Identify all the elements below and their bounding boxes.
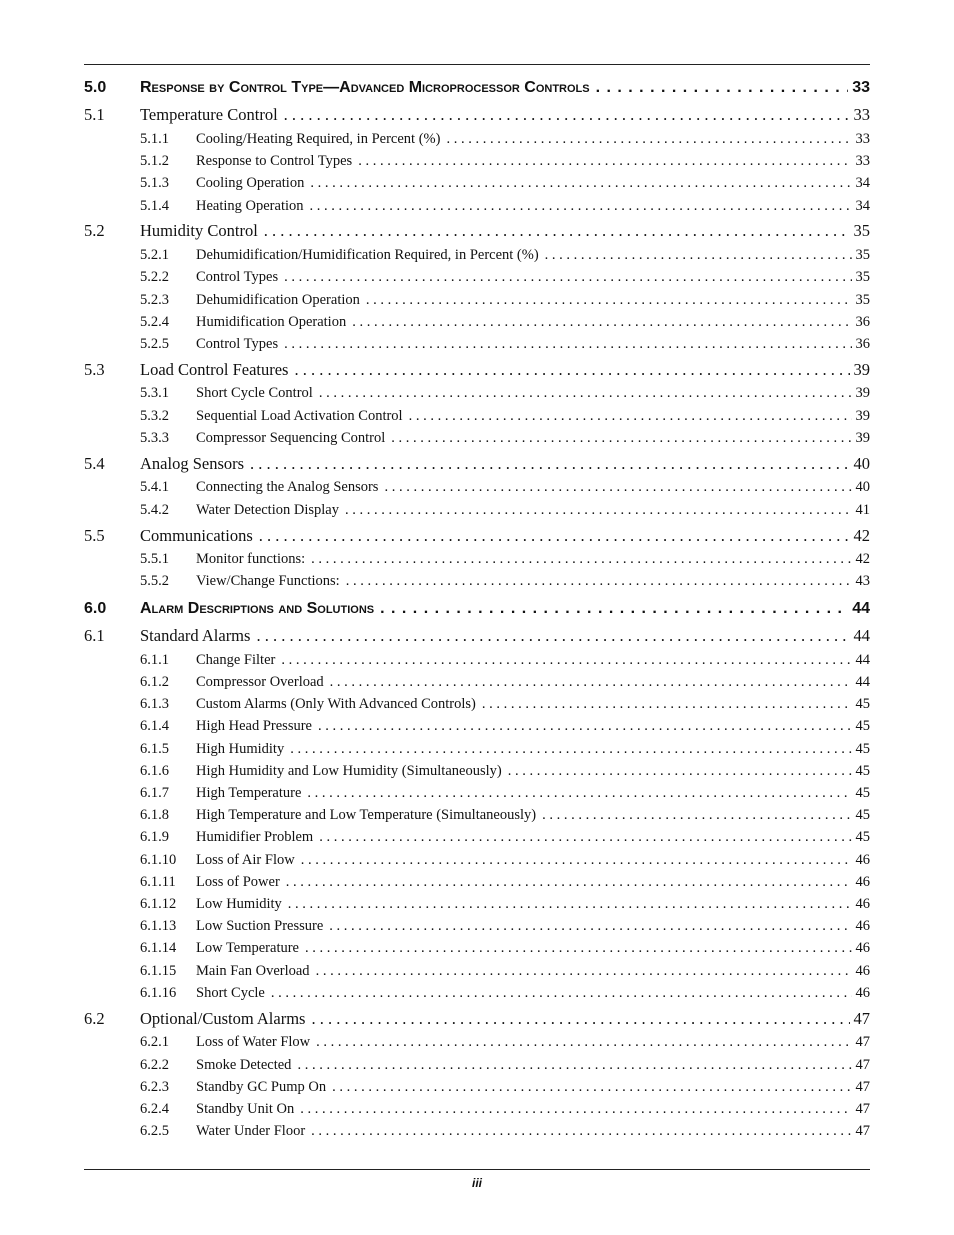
toc-dot-leader [310, 175, 851, 192]
toc-entry-number: 6.2.2 [140, 1057, 169, 1073]
toc-subsection-entry[interactable] [84, 269, 870, 291]
toc-section-entry[interactable] [84, 1009, 870, 1031]
toc-subsection-entry[interactable] [84, 1034, 870, 1056]
toc-subsection-entry[interactable] [84, 551, 870, 573]
toc-entry-title: High Humidity and Low Humidity (Simultaneously) [196, 763, 502, 779]
toc-section-entry[interactable] [84, 360, 870, 382]
toc-entry-page: 47 [855, 1079, 870, 1095]
toc-subsection-entry[interactable] [84, 479, 870, 501]
toc-entry-number: 5.3.1 [140, 385, 169, 401]
toc-dot-leader [384, 479, 851, 496]
toc-dot-leader [318, 718, 852, 735]
toc-entry-number: 5.5 [84, 526, 105, 545]
toc-entry-title: Low Humidity [196, 896, 282, 912]
toc-entry-title: High Head Pressure [196, 718, 312, 734]
toc-subsection-entry[interactable] [84, 314, 870, 336]
toc-dot-leader [305, 940, 852, 957]
toc-entry-title: Standard Alarms [140, 626, 251, 645]
toc-entry-number: 6.1.10 [140, 852, 177, 868]
toc-subsection-entry[interactable] [84, 385, 870, 407]
toc-entry-title: Loss of Water Flow [196, 1034, 311, 1050]
toc-dot-leader [284, 269, 851, 286]
toc-entry-title: Low Temperature [196, 940, 299, 956]
toc-entry-page: 33 [855, 131, 870, 147]
toc-dot-leader [319, 829, 851, 846]
toc-entry-page: 44 [855, 652, 870, 668]
toc-subsection-entry[interactable] [84, 247, 870, 269]
footer-page-number: iii [471, 1176, 482, 1190]
toc-entry-title: Optional/Custom Alarms [140, 1009, 306, 1028]
toc-dot-leader [311, 1009, 849, 1029]
toc-dot-leader [290, 741, 851, 758]
toc-subsection-entry[interactable] [84, 573, 870, 595]
toc-entry-number: 5.4.1 [140, 479, 169, 495]
toc-dot-leader [391, 430, 851, 447]
toc-entry-title: High Temperature and Low Temperature (Simultaneously) [196, 807, 537, 823]
toc-entry-number: 6.2.4 [140, 1101, 169, 1117]
toc-entry-page: 47 [855, 1057, 870, 1073]
toc-entry-page: 46 [855, 985, 870, 1001]
toc-entry-number: 5.2.2 [140, 269, 169, 285]
toc-entry-page: 45 [855, 718, 870, 734]
toc-subsection-entry[interactable] [84, 718, 870, 740]
toc-entry-number: 5.4 [84, 454, 105, 473]
toc-entry-number: 6.1.12 [140, 896, 177, 912]
toc-entry-number: 6.1.2 [140, 674, 169, 690]
toc-entry-page: 33 [852, 79, 870, 96]
toc-entry-page: 44 [852, 600, 870, 617]
toc-entry-title: Low Suction Pressure [196, 918, 324, 934]
toc-chapter-entry[interactable] [84, 79, 870, 101]
toc-entry-title: Humidification Operation [196, 314, 347, 330]
toc-entry-title: Connecting the Analog Sensors [196, 479, 379, 495]
toc-entry-title: Response by Control Type—Advanced Microprocessor Controls [140, 79, 590, 96]
toc-dot-leader [300, 1101, 851, 1118]
toc-dot-leader [366, 292, 852, 309]
toc-entry-title: Dehumidification Operation [196, 292, 360, 308]
toc-entry-page: 47 [855, 1034, 870, 1050]
toc-entry-page: 42 [853, 526, 870, 545]
toc-entry-page: 33 [853, 105, 870, 124]
toc-entry-title: Communications [140, 526, 253, 545]
toc-dot-leader [284, 105, 850, 125]
toc-entry-page: 40 [855, 479, 870, 495]
toc-entry-page: 46 [855, 940, 870, 956]
toc-dot-leader [319, 385, 852, 402]
toc-entry-number: 6.1.14 [140, 940, 177, 956]
toc-entry-number: 6.1.9 [140, 829, 169, 845]
toc-entry-title: Control Types [196, 336, 279, 352]
toc-dot-leader [409, 408, 852, 425]
toc-entry-title: Short Cycle [196, 985, 265, 1001]
toc-entry-number: 6.2.5 [140, 1123, 169, 1139]
toc-subsection-entry[interactable] [84, 153, 870, 175]
toc-entry-page: 43 [855, 573, 870, 589]
toc-entry-page: 45 [855, 807, 870, 823]
toc-entry-title: High Humidity [196, 741, 285, 757]
toc-entry-title: Main Fan Overload [196, 963, 310, 979]
toc-dot-leader [297, 1057, 851, 1074]
toc-dot-leader [508, 763, 852, 780]
toc-chapter-entry[interactable] [84, 600, 870, 622]
toc-entry-title: Humidifier Problem [196, 829, 314, 845]
toc-entry-title: Load Control Features [140, 360, 289, 379]
toc-subsection-entry[interactable] [84, 131, 870, 153]
toc-subsection-entry[interactable] [84, 852, 870, 874]
toc-entry-number: 6.1.4 [140, 718, 169, 734]
toc-subsection-entry[interactable] [84, 785, 870, 807]
toc-entry-title: Analog Sensors [140, 454, 245, 473]
toc-entry-title: Change Filter [196, 652, 276, 668]
toc-dot-leader [264, 221, 850, 241]
toc-entry-page: 35 [855, 269, 870, 285]
toc-entry-page: 46 [855, 963, 870, 979]
toc-entry-page: 39 [855, 430, 870, 446]
toc-subsection-entry[interactable] [84, 741, 870, 763]
toc-entry-page: 40 [853, 454, 870, 473]
toc-section-entry[interactable] [84, 526, 870, 548]
toc-subsection-entry[interactable] [84, 292, 870, 314]
toc-dot-leader [301, 852, 852, 869]
toc-entry-page: 33 [855, 153, 870, 169]
toc-entry-number: 5.2.1 [140, 247, 169, 263]
toc-subsection-entry[interactable] [84, 829, 870, 851]
toc-entry-page: 34 [855, 198, 870, 214]
toc-entry-title: Standby GC Pump On [196, 1079, 327, 1095]
toc-subsection-entry[interactable] [84, 874, 870, 896]
toc-entry-page: 35 [855, 247, 870, 263]
toc-subsection-entry[interactable] [84, 1123, 870, 1145]
toc-dot-leader [330, 674, 852, 691]
toc-dot-leader [596, 79, 849, 97]
toc-dot-leader [311, 1123, 851, 1140]
toc-entry-page: 47 [853, 1009, 870, 1028]
toc-dot-leader [256, 626, 849, 646]
toc-entry-number: 6.1.5 [140, 741, 169, 757]
toc-dot-leader [271, 985, 852, 1002]
toc-subsection-entry[interactable] [84, 1079, 870, 1101]
toc-dot-leader [310, 198, 852, 215]
toc-entry-page: 44 [855, 674, 870, 690]
toc-entry-page: 46 [855, 874, 870, 890]
toc-dot-leader [311, 551, 851, 568]
toc-entry-title: Cooling/Heating Required, in Percent (%) [196, 131, 441, 147]
toc-dot-leader [352, 314, 851, 331]
toc-entry-page: 45 [855, 785, 870, 801]
toc-entry-number: 5.5.2 [140, 573, 169, 589]
toc-subsection-entry[interactable] [84, 674, 870, 696]
toc-entry-number: 6.1.15 [140, 963, 177, 979]
toc-entry-page: 45 [855, 829, 870, 845]
toc-subsection-entry[interactable] [84, 175, 870, 197]
toc-entry-number: 5.1.1 [140, 131, 169, 147]
toc-entry-number: 5.3.3 [140, 430, 169, 446]
toc-entry-page: 47 [855, 1101, 870, 1117]
toc-entry-page: 41 [855, 502, 870, 518]
toc-entry-number: 5.2.3 [140, 292, 169, 308]
toc-dot-leader [545, 247, 852, 264]
toc-dot-leader [345, 502, 852, 519]
toc-subsection-entry[interactable] [84, 652, 870, 674]
toc-dot-leader [358, 153, 851, 170]
toc-entry-title: Sequential Load Activation Control [196, 408, 403, 424]
toc-entry-title: Compressor Overload [196, 674, 324, 690]
toc-entry-number: 6.2.3 [140, 1079, 169, 1095]
toc-entry-number: 5.3.2 [140, 408, 169, 424]
toc-dot-leader [250, 454, 849, 474]
toc-dot-leader [281, 652, 851, 669]
toc-entry-number: 5.1.2 [140, 153, 169, 169]
toc-section-entry[interactable] [84, 626, 870, 648]
toc-entry-number: 6.1.6 [140, 763, 169, 779]
toc-entry-number: 5.2.4 [140, 314, 169, 330]
toc-entry-number: 6.1.3 [140, 696, 169, 712]
toc-entry-page: 34 [855, 175, 870, 191]
toc-entry-title: Alarm Descriptions and Solutions [140, 600, 375, 617]
toc-entry-page: 45 [855, 741, 870, 757]
toc-entry-title: Loss of Power [196, 874, 280, 890]
toc-dot-leader [288, 896, 852, 913]
toc-entry-page: 46 [855, 896, 870, 912]
toc-entry-title: Temperature Control [140, 105, 278, 124]
toc-entry-page: 46 [855, 918, 870, 934]
toc-subsection-entry[interactable] [84, 430, 870, 452]
toc-entry-title: View/Change Functions: [196, 573, 340, 589]
toc-entry-page: 35 [853, 221, 870, 240]
toc-entry-title: Water Detection Display [196, 502, 339, 518]
toc-entry-title: Humidity Control [140, 221, 258, 240]
toc-entry-number: 6.1 [84, 626, 105, 645]
toc-dot-leader [482, 696, 852, 713]
toc-entry-title: Dehumidification/Humidification Required, in Percent (%) [196, 247, 539, 263]
toc-entry-number: 6.1.7 [140, 785, 169, 801]
toc-dot-leader [307, 785, 851, 802]
toc-entry-page: 45 [855, 696, 870, 712]
toc-section-entry[interactable] [84, 454, 870, 476]
toc-entry-number: 5.5.1 [140, 551, 169, 567]
toc-entry-number: 6.1.16 [140, 985, 177, 1001]
toc-entry-page: 46 [855, 852, 870, 868]
toc-entry-number: 5.3 [84, 360, 105, 379]
toc-entry-title: Control Types [196, 269, 279, 285]
toc-dot-leader [332, 1079, 851, 1096]
toc-entry-title: Custom Alarms (Only With Advanced Controls) [196, 696, 476, 712]
toc-entry-number: 5.1.3 [140, 175, 169, 191]
toc-entry-page: 42 [855, 551, 870, 567]
toc-subsection-entry[interactable] [84, 985, 870, 1007]
toc-entry-number: 6.2.1 [140, 1034, 169, 1050]
toc-subsection-entry[interactable] [84, 1101, 870, 1123]
toc-dot-leader [329, 918, 851, 935]
toc-entry-page: 47 [855, 1123, 870, 1139]
toc-entry-page: 35 [855, 292, 870, 308]
toc-entry-title: Short Cycle Control [196, 385, 313, 401]
toc-entry-title: Loss of Air Flow [196, 852, 295, 868]
toc-entry-number: 5.0 [84, 79, 107, 96]
toc-dot-leader [346, 573, 852, 590]
toc-subsection-entry[interactable] [84, 696, 870, 718]
toc-dot-leader [542, 807, 851, 824]
toc-entry-number: 5.1 [84, 105, 105, 124]
toc-entry-number: 5.2.5 [140, 336, 169, 352]
toc-dot-leader [259, 526, 850, 546]
toc-entry-number: 6.1.1 [140, 652, 169, 668]
toc-dot-leader [284, 336, 851, 353]
toc-entry-number: 6.1.8 [140, 807, 169, 823]
toc-entry-title: Water Under Floor [196, 1123, 306, 1139]
toc-entry-page: 36 [855, 314, 870, 330]
toc-section-entry[interactable] [84, 105, 870, 127]
toc-dot-leader [316, 963, 852, 980]
toc-dot-leader [294, 360, 849, 380]
toc-subsection-entry[interactable] [84, 963, 870, 985]
toc-dot-leader [380, 600, 848, 618]
toc-entry-number: 5.4.2 [140, 502, 169, 518]
toc-entry-number: 6.2 [84, 1009, 105, 1028]
toc-entry-title: High Temperature [196, 785, 302, 801]
toc-subsection-entry[interactable] [84, 408, 870, 430]
toc-subsection-entry[interactable] [84, 198, 870, 220]
table-of-contents [84, 0, 870, 1160]
toc-subsection-entry[interactable] [84, 807, 870, 829]
toc-entry-page: 44 [853, 626, 870, 645]
toc-subsection-entry[interactable] [84, 940, 870, 962]
toc-entry-number: 6.1.11 [140, 874, 176, 890]
toc-dot-leader [446, 131, 851, 148]
toc-subsection-entry[interactable] [84, 763, 870, 785]
toc-entry-title: Heating Operation [196, 198, 304, 214]
toc-subsection-entry[interactable] [84, 896, 870, 918]
bottom-rule [84, 1169, 870, 1170]
toc-entry-number: 5.1.4 [140, 198, 169, 214]
toc-subsection-entry[interactable] [84, 502, 870, 524]
toc-subsection-entry[interactable] [84, 1057, 870, 1079]
toc-entry-title: Monitor functions: [196, 551, 306, 567]
toc-subsection-entry[interactable] [84, 918, 870, 940]
toc-entry-page: 45 [855, 763, 870, 779]
toc-section-entry[interactable] [84, 221, 870, 243]
toc-entry-page: 39 [855, 385, 870, 401]
toc-dot-leader [286, 874, 852, 891]
toc-entry-title: Compressor Sequencing Control [196, 430, 386, 446]
toc-entry-number: 6.1.13 [140, 918, 177, 934]
toc-entry-number: 5.2 [84, 221, 105, 240]
toc-entry-page: 39 [855, 408, 870, 424]
toc-entry-title: Response to Control Types [196, 153, 353, 169]
toc-entry-title: Smoke Detected [196, 1057, 292, 1073]
toc-entry-page: 39 [853, 360, 870, 379]
toc-entry-title: Standby Unit On [196, 1101, 295, 1117]
toc-entry-title: Cooling Operation [196, 175, 305, 191]
toc-subsection-entry[interactable] [84, 336, 870, 358]
toc-entry-page: 36 [855, 336, 870, 352]
toc-dot-leader [316, 1034, 851, 1051]
toc-entry-number: 6.0 [84, 600, 107, 617]
